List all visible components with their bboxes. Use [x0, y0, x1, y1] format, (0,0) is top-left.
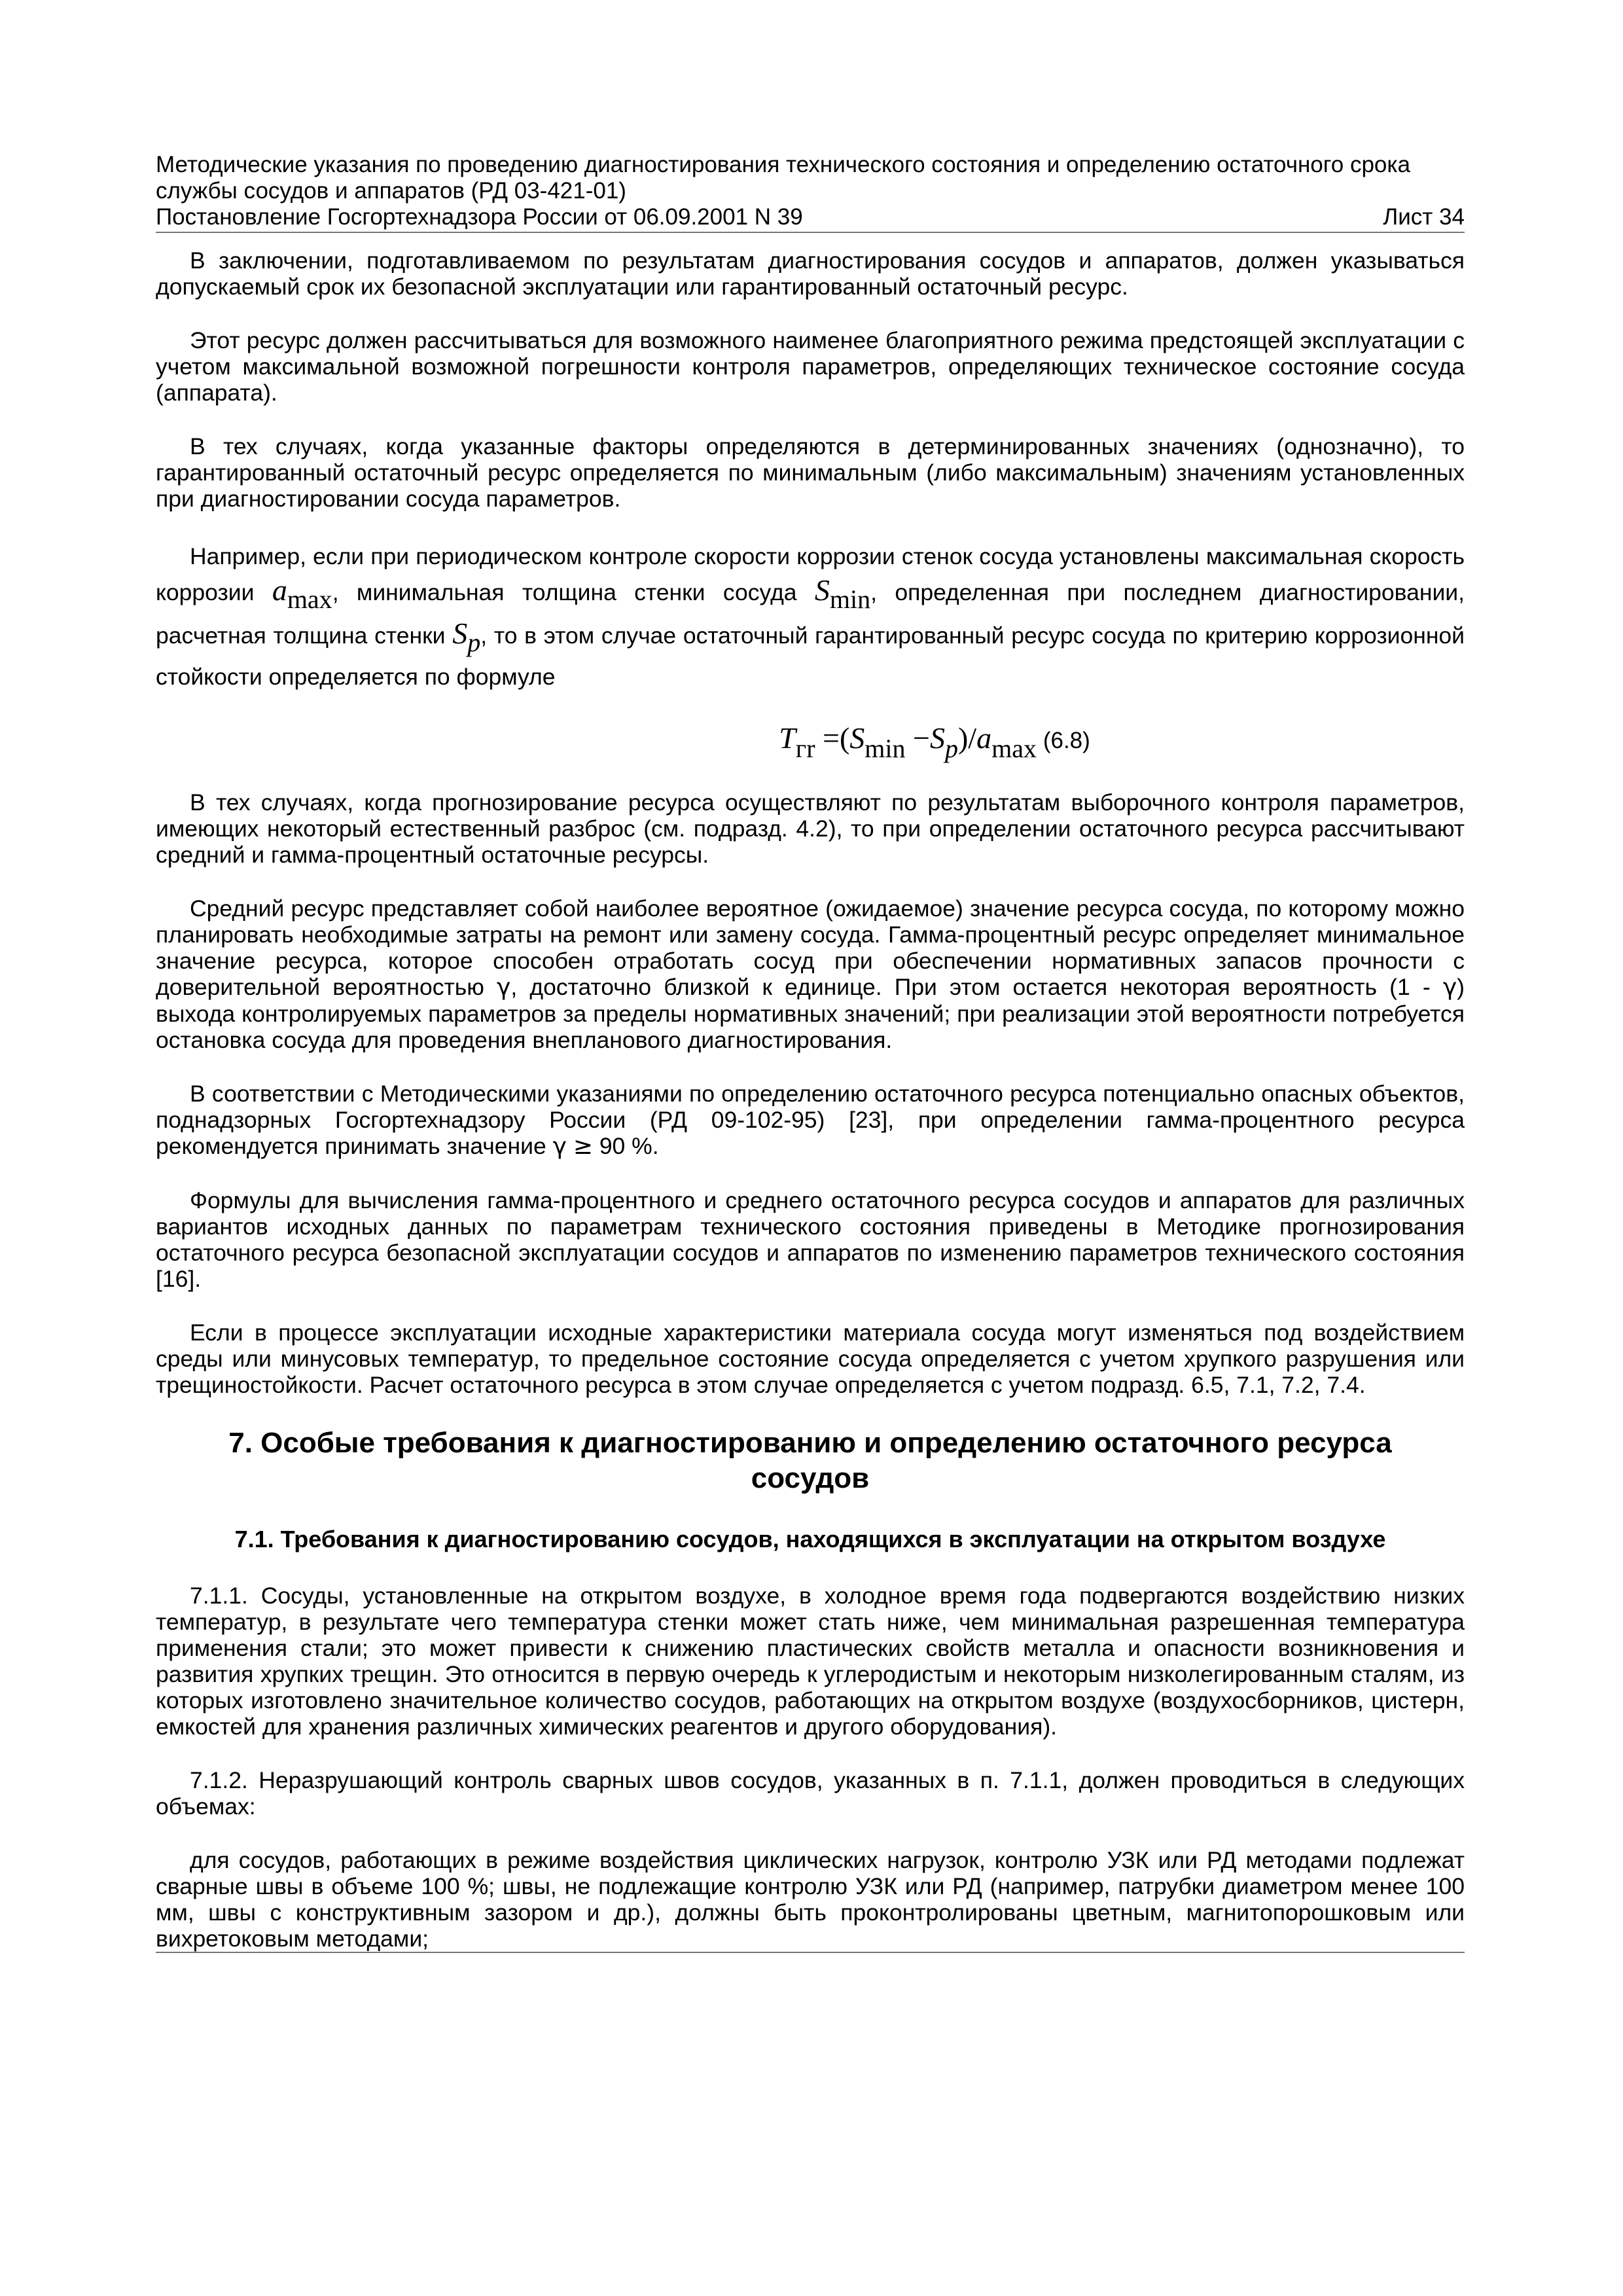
paragraph-deterministic: В тех случаях, когда указанные факторы определяются в детерминированных значениях (однозначно), то гарантированный остаточный ресурс определяется по минимальным (либо максимальным) значениям установленных при диагностировании сосуда параметров. [156, 433, 1465, 512]
paragraph-material-change: Если в процессе эксплуатации исходные характеристики материала сосуда могут изменяться под воздействием среды или минусовых температур, то предельное состояние сосуда определяется с учетом хрупкого разрушения или трещиностойкости. Расчет остаточного ресурса в этом случае определяется с учетом подразд. 6.5, 7.1, 7.2, 7.4. [156, 1319, 1465, 1398]
gamma-symbol: γ [497, 974, 511, 1001]
header-meta-row [156, 204, 1465, 233]
document-body [156, 247, 1465, 1953]
min-thickness-symbol: $S_{min}$ [814, 573, 871, 614]
section-7-heading: 7. Особые требования к диагностированию и определению остаточного ресурса сосудов [228, 1427, 1392, 1494]
paragraph-guidelines: В соответствии с Методическими указаниями по определению остаточного ресурса потенциально опасных объектов, поднадзорных Госгортехнадзору России (РД 09-102-95) [23], при определении гамма-процентного ресурса рекомендуется принимать значение γ ≥ 90 %. [156, 1081, 1465, 1160]
paragraph-formulas: Формулы для вычисления гамма-процентного и среднего остаточного ресурса сосудов и аппаратов для различных вариантов исходных данных по параметрам технического состояния приведены в Методике прогнозирования остаточного ресурса безопасной эксплуатации сосудов и аппаратов по изменению параметров технического состояния [16]. [156, 1187, 1465, 1292]
sheet-number: Лист 34 [1383, 204, 1465, 230]
gamma-symbol: γ [1442, 974, 1457, 1001]
paragraph-average-resource: Средний ресурс представляет собой наиболее вероятное (ожидаемое) значение ресурса сосуда, по которому можно планировать необходимые затраты на ремонт или замену сосуда. Гамма-процентный ресурс определяет минимальное значение ресурса, которое способен отработать сосуд при обеспечении нормативных запасов прочности с доверительной вероятностью γ, достаточно близкой к единице. При этом остается некоторая вероятность (1 - γ) выхода контролируемых параметров за пределы нормативных значений; при реализации этой вероятности потребуется остановка сосуда для проведения внепланового диагностирования. [156, 895, 1465, 1053]
decree-reference: Постановление Госгортехнадзора России от 06.09.2001 N 39 [156, 204, 803, 230]
text-segment: , минимальная толщина стенки сосуда [332, 579, 815, 605]
document-page [156, 152, 1465, 1953]
paragraph-forecast: В тех случаях, когда прогнозирование ресурса осуществляют по результатам выборочного контроля параметров, имеющих некоторый естественный разброс (см. подразд. 4.2), то при определении остаточного ресурса рассчитывают средний и гамма-процентный остаточные ресурсы. [156, 789, 1465, 868]
paragraph-corrosion-example [156, 539, 1465, 694]
gamma-symbol: γ [552, 1133, 567, 1160]
paragraph-resource-calc: Этот ресурс должен рассчитываться для возможного наименее благоприятного режима предстоящей эксплуатации с учетом максимальной возможной погрешности контроля параметров, определяющих техническое состояние сосуда (аппарата). [156, 327, 1465, 406]
text-segment: , определенная при последнем диагностировании, расчетная толщина стенки [156, 579, 1465, 649]
paragraph-conclusion: В заключении, подготавливаемом по результатам диагностирования сосудов и аппаратов, должен указываться допускаемый срок их безопасной эксплуатации или гарантированный остаточный ресурс. [156, 247, 1465, 300]
subsection-7-1-heading: 7.1. Требования к диагностированию сосудов, находящихся в эксплуатации на открытом воздухе [234, 1526, 1386, 1552]
text-segment: Например, если при периодическом контроле скорости коррозии стенок сосуда установлены максимальная скорость коррозии [156, 543, 1465, 605]
paragraph-cyclic-loads: для сосудов, работающих в режиме воздействия циклических нагрузок, контролю УЗК или РД методами подлежат сварные швы в объеме 100 %; швы, не подлежащие контролю УЗК или РД (например, патрубки диаметром менее 100 мм, швы с конструктивным зазором и др.), должны быть проконтролированы цветным, магнитопорошковым или вихретоковым методами; [156, 1847, 1465, 1952]
document-title: Методические указания по проведению диагностирования технического состояния и определению остаточного срока службы сосудов и аппаратов (РД 03-421-01) [156, 152, 1410, 204]
formula-expression: $T_{гr} =(S_{min} -S_p)/a_{max}$ [779, 721, 1037, 763]
corrosion-rate-symbol: $a_{max}$ [272, 573, 332, 614]
greater-equal-symbol: ≥ [573, 1133, 593, 1160]
text-segment: , то в этом случае остаточный гарантированный ресурс сосуда по критерию коррозионной стойкости определяется по формуле [156, 622, 1465, 690]
paragraph-7-1-1: 7.1.1. Сосуды, установленные на открытом воздухе, в холодное время года подвергаются воздействию низких температур, в результате чего температура стенки может стать ниже, чем минимальная разрешенная температура применения стали; это может привести к снижению пластических свойств металла и опасности возникновения и развития хрупких трещин. Это относится в первую очередь к углеродистым и некоторым низколегированным сталям, из которых изготовлено значительное количество сосудов, работающих на открытом воздухе (воздухосборников, цистерн, емкостей для хранения различных химических реагентов и другого оборудования). [156, 1583, 1465, 1740]
formula-number: (6.8) [1043, 728, 1090, 753]
page-header [156, 152, 1465, 233]
design-thickness-symbol: $S_p$ [452, 617, 481, 657]
formula-6-8 [156, 721, 1465, 763]
paragraph-7-1-2: 7.1.2. Неразрушающий контроль сварных швов сосудов, указанных в п. 7.1.1, должен проводиться в следующих объемах: [156, 1767, 1465, 1820]
